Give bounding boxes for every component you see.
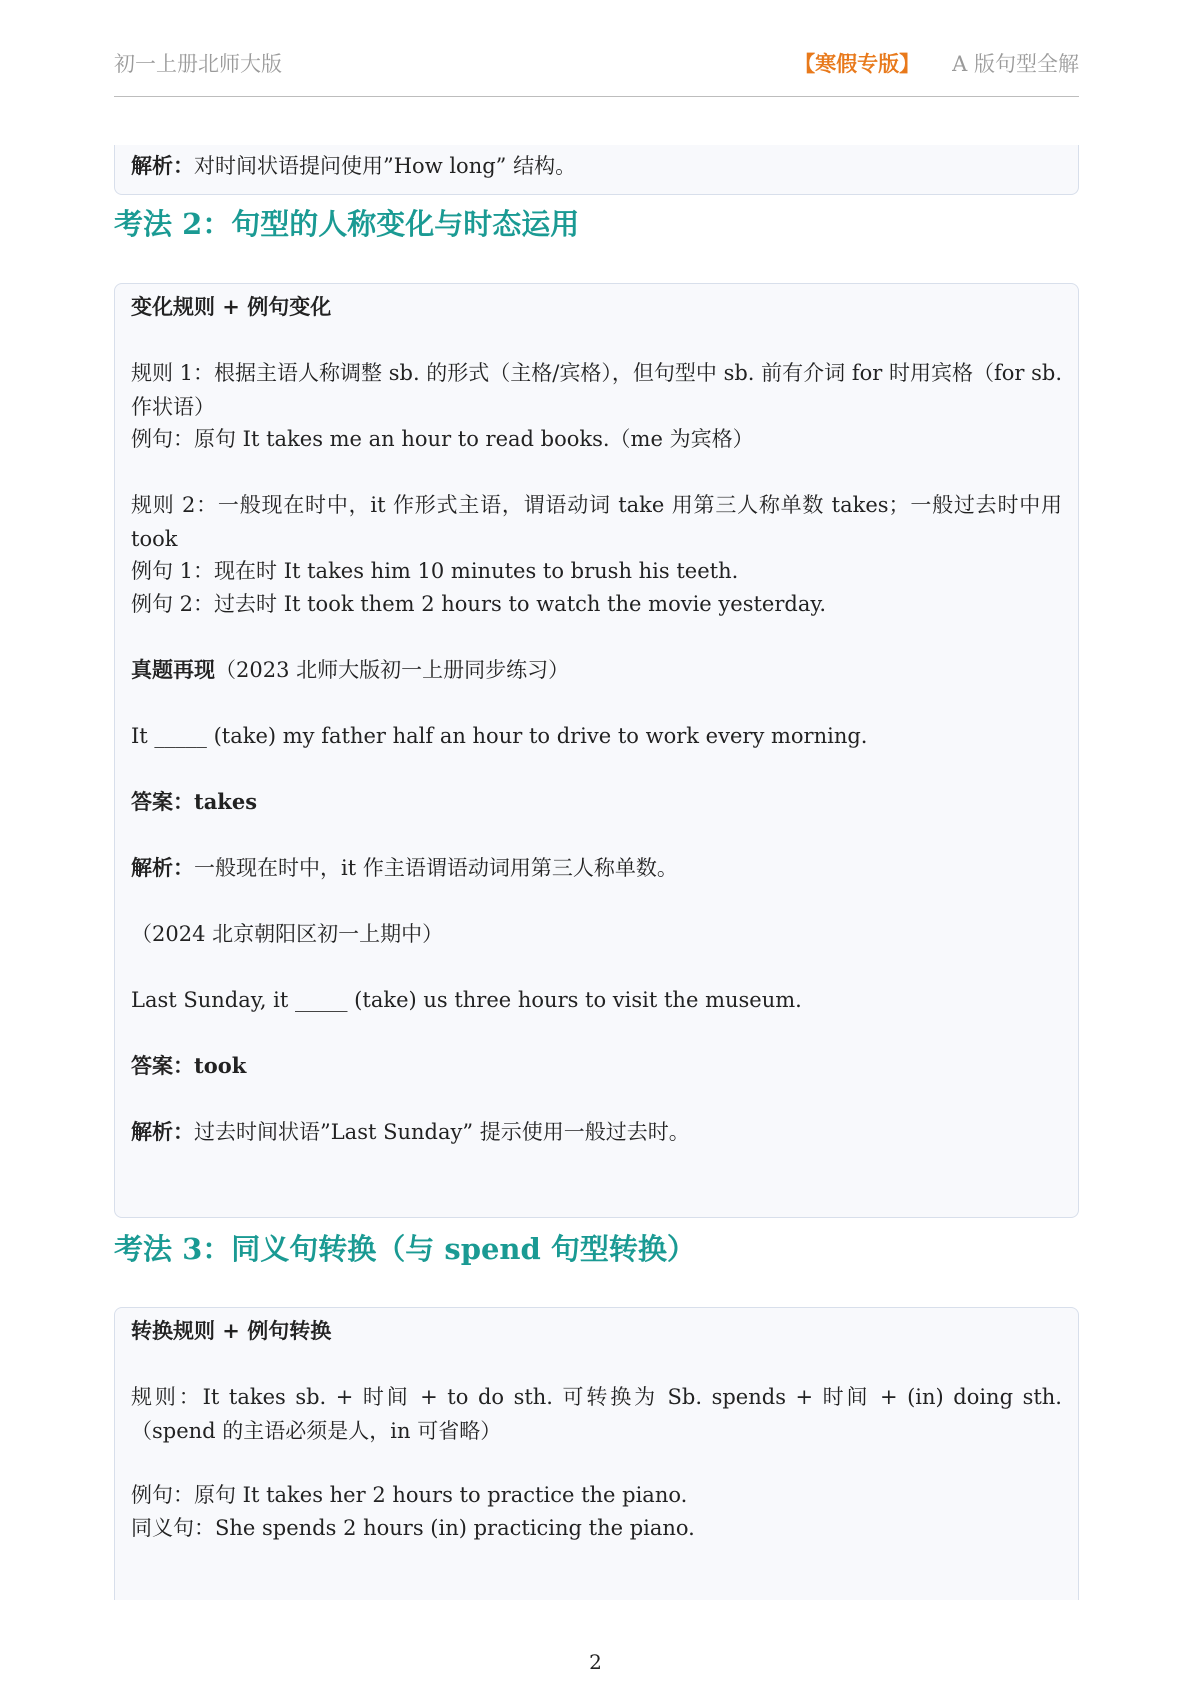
page-number: 2 bbox=[589, 1650, 602, 1674]
section-2-heading: 变化规则 + 例句变化 bbox=[131, 294, 332, 319]
answer-label: 答案： bbox=[131, 1053, 194, 1078]
question-2: Last Sunday, it _____ (take) us three hours to visit the museum. bbox=[131, 988, 802, 1012]
rule-2-example-2: 例句 2：过去时 It took them 2 hours to watch the movie yesterday. bbox=[131, 592, 827, 616]
header-right bbox=[794, 48, 1079, 78]
analysis-2-text: 过去时间状语”Last Sunday” 提示使用一般过去时。 bbox=[194, 1120, 690, 1144]
section-2-title: 考法 2：句型的人称变化与时态运用 bbox=[114, 207, 580, 241]
rule-1: 规则 1：根据主语人称调整 sb. 的形式（主格/宾格），但句型中 sb. 前有介词 for 时用宾格（for sb. 作状语） bbox=[131, 361, 1062, 419]
synonym-sentence: 同义句：She spends 2 hours (in) practicing the piano. bbox=[131, 1516, 695, 1540]
page-header bbox=[114, 38, 1079, 97]
section-3-heading: 转换规则 + 例句转换 bbox=[131, 1318, 332, 1343]
exam-source-2: （2024 北京朝阳区初一上期中） bbox=[131, 922, 444, 946]
rule-2: 规则 2：一般现在时中，it 作形式主语，谓语动词 take 用第三人称单数 takes；一般过去时中用 took bbox=[131, 493, 1062, 551]
rule-1-example: 例句：原句 It takes me an hour to read books.（me 为宾格） bbox=[131, 427, 754, 451]
analysis-line bbox=[131, 149, 1062, 183]
real-exam-source: （2023 北师大版初一上册同步练习） bbox=[215, 658, 570, 682]
real-exam-label: 真题再现 bbox=[131, 657, 215, 682]
real-exam-heading bbox=[131, 653, 1062, 687]
analysis-2 bbox=[131, 1115, 1062, 1149]
answer-2-value: took bbox=[194, 1053, 247, 1078]
analysis-1-text: 一般现在时中，it 作主语谓语动词用第三人称单数。 bbox=[194, 856, 678, 880]
analysis-1 bbox=[131, 851, 1062, 885]
answer-1-value: takes bbox=[194, 789, 258, 814]
section-2-box bbox=[114, 283, 1079, 1218]
analysis-text: 对时间状语提问使用”How long” 结构。 bbox=[194, 154, 577, 178]
header-doc-title: A 版句型全解 bbox=[952, 52, 1079, 76]
previous-analysis-box bbox=[114, 145, 1079, 195]
analysis-label: 解析： bbox=[131, 153, 194, 178]
conversion-rule: 规则：It takes sb. + 时间 + to do sth. 可转换为 Sb. spends + 时间 + (in) doing sth.（spend 的主语必须是人，in 可省略） bbox=[131, 1385, 1062, 1443]
answer-2 bbox=[131, 1049, 1062, 1083]
header-edition-tag: 【寒假专版】 bbox=[794, 51, 921, 76]
answer-1 bbox=[131, 785, 1062, 819]
section-3-title: 考法 3：同义句转换（与 spend 句型转换） bbox=[114, 1232, 696, 1266]
answer-label: 答案： bbox=[131, 789, 194, 814]
header-book-title: 初一上册北师大版 bbox=[114, 52, 282, 76]
section-3-box bbox=[114, 1307, 1079, 1600]
analysis-label: 解析： bbox=[131, 1119, 194, 1144]
rule-2-example-1: 例句 1：现在时 It takes him 10 minutes to brush his teeth. bbox=[131, 559, 739, 583]
conversion-example: 例句：原句 It takes her 2 hours to practice the piano. bbox=[131, 1483, 688, 1507]
question-1: It _____ (take) my father half an hour to drive to work every morning. bbox=[131, 724, 868, 748]
analysis-label: 解析： bbox=[131, 855, 194, 880]
